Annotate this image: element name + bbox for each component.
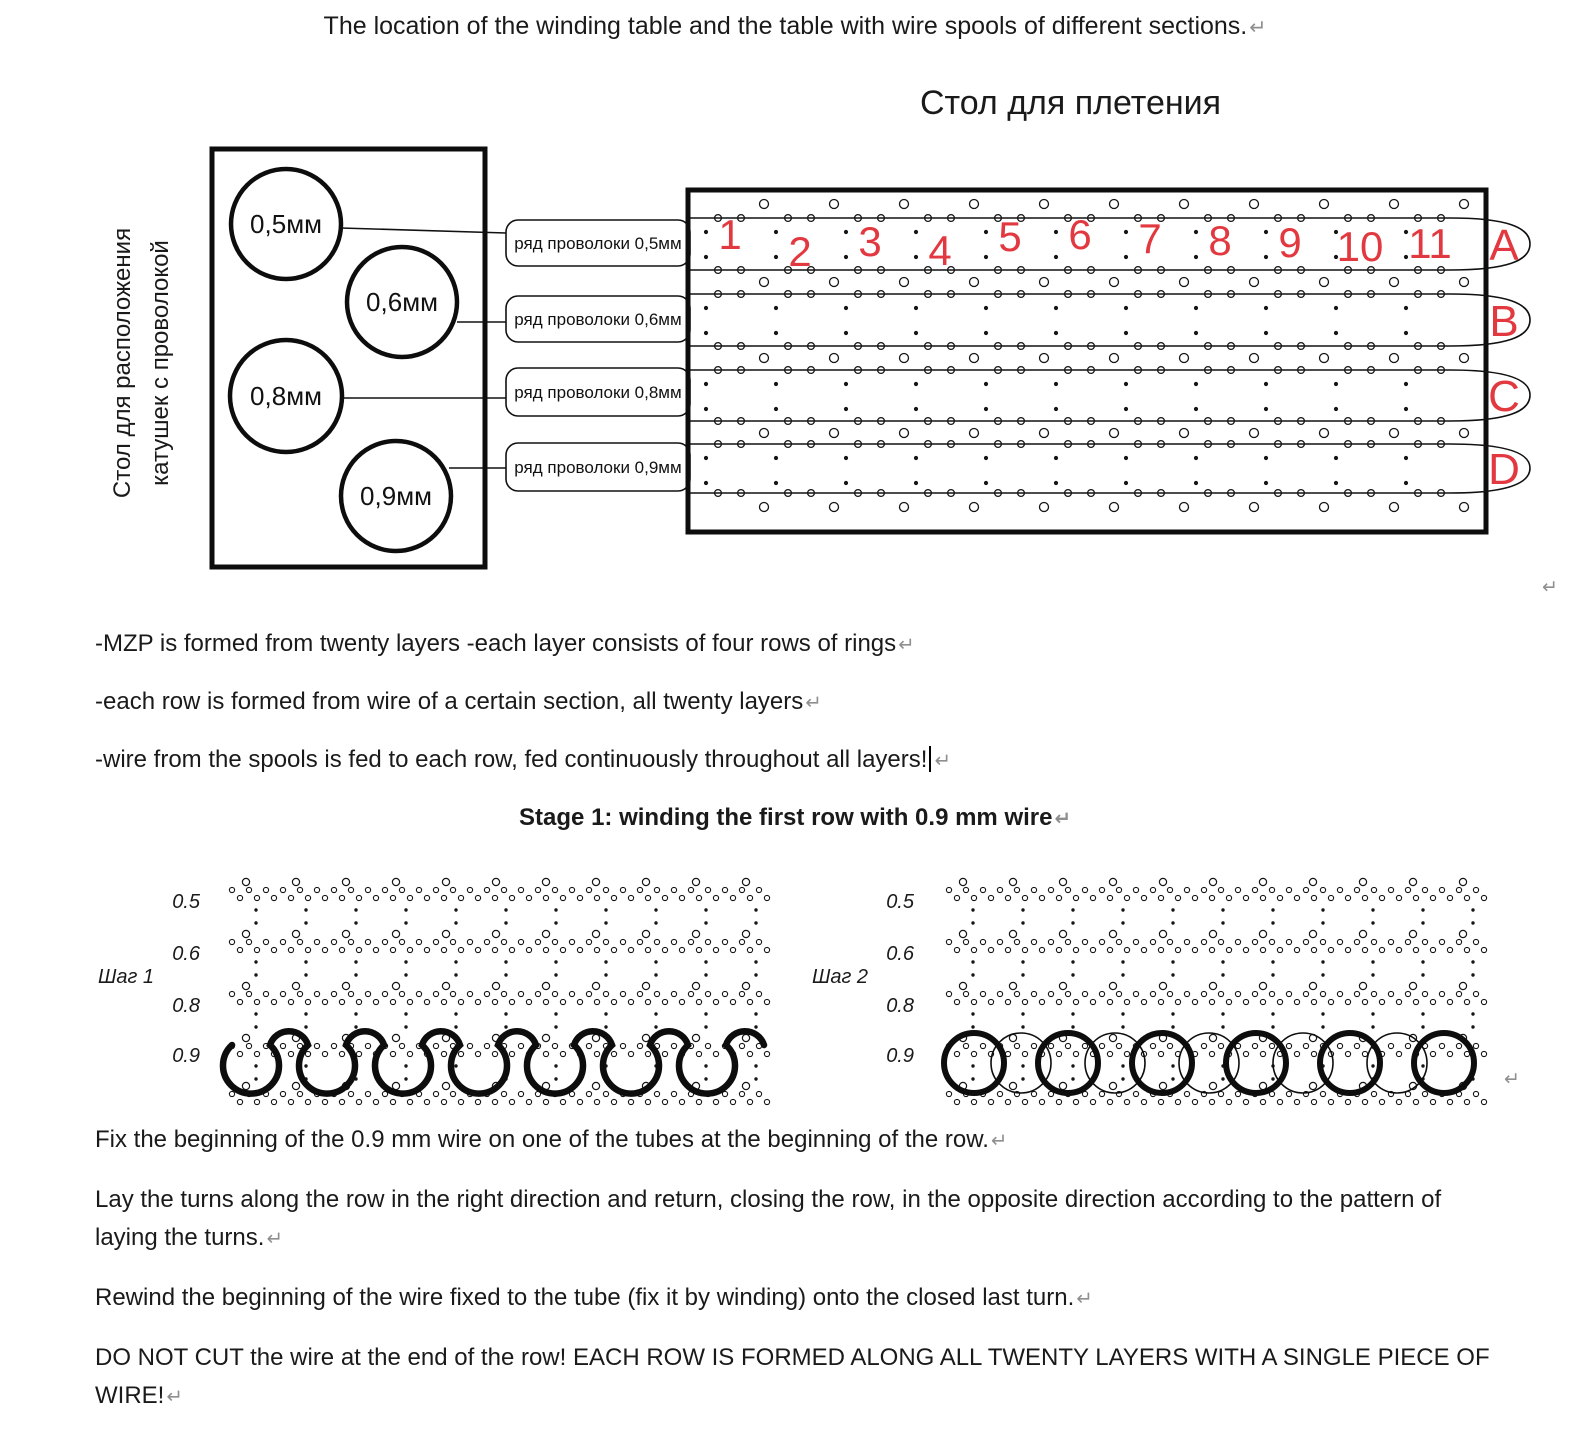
document-title-line xyxy=(0,12,1590,41)
note-line-2 xyxy=(95,688,822,716)
column-number-3: 3 xyxy=(858,218,882,265)
instruction-paragraph-4 xyxy=(95,1339,1497,1416)
column-number-10: 10 xyxy=(1336,223,1384,270)
paragraph-mark-icon: ↵ xyxy=(898,634,915,656)
spool-label-08: 0,8мм xyxy=(250,381,322,411)
row-letter-d: D xyxy=(1488,445,1520,494)
note-text-1: -MZP is formed from twenty layers -each layer consists of four rows of rings xyxy=(95,630,897,657)
column-number-6: 6 xyxy=(1068,211,1092,258)
row-letter-b: B xyxy=(1489,297,1519,346)
paragraph-mark-icon: ↵ xyxy=(166,1386,183,1408)
paragraph-mark-icon: ↵ xyxy=(1076,1288,1093,1310)
spool-label-09: 0,9мм xyxy=(360,481,432,511)
instruction-text-4: DO NOT CUT the wire at the end of the row! EACH ROW IS FORMED ALONG ALL TWENTY LAYERS WITH A SINGLE PIECE OF WIRE! xyxy=(95,1344,1490,1409)
step1-label: Шаг 1 xyxy=(97,966,155,988)
note-line-1 xyxy=(95,630,915,658)
column-number-5: 5 xyxy=(998,213,1022,260)
paragraph-mark-icon: ↵ xyxy=(1504,1069,1520,1090)
callout-label-06: ряд проволоки 0,6мм xyxy=(514,310,682,329)
paragraph-mark-icon: ↵ xyxy=(934,750,951,772)
paragraph-mark-icon: ↵ xyxy=(1542,577,1558,598)
row-letter-a: A xyxy=(1489,221,1519,270)
wire-rings-step2 xyxy=(944,1033,1474,1093)
instruction-paragraph-1 xyxy=(95,1121,1497,1160)
winding-tables-diagram xyxy=(0,80,1590,592)
document-title: The location of the winding table and the table with wire spools of different sections. xyxy=(323,12,1248,40)
instructions-block xyxy=(95,1121,1497,1437)
stage-heading: Stage 1: winding the first row with 0.9 mm wire xyxy=(519,804,1053,831)
spool-table-label-line2: катушек с проволокой xyxy=(147,240,174,486)
wire-size-08-step1: 0.8 xyxy=(172,995,200,1017)
note-text-3: -wire from the spools is fed to each row, fed continuously throughout all layers! xyxy=(95,746,928,773)
note-line-3 xyxy=(95,746,951,774)
winding-steps-diagram xyxy=(0,855,1590,1107)
instruction-text-1: Fix the beginning of the 0.9 mm wire on one of the tubes at the beginning of the row. xyxy=(95,1126,989,1153)
step-peg-dots xyxy=(229,878,1486,1104)
paragraph-mark-icon: ↵ xyxy=(266,1228,283,1250)
row-band-a xyxy=(690,218,1530,270)
spool-label-06: 0,6мм xyxy=(366,287,438,317)
callout-label-05: ряд проволоки 0,5мм xyxy=(514,234,682,253)
wire-size-08-step2: 0.8 xyxy=(886,995,914,1017)
column-number-11: 11 xyxy=(1408,220,1452,267)
paragraph-mark-icon: ↵ xyxy=(1249,16,1267,39)
note-text-2: -each row is formed from wire of a certain section, all twenty layers xyxy=(95,688,804,715)
weaving-table-title: Стол для плетения xyxy=(920,84,1222,122)
wire-size-05-step1: 0.5 xyxy=(172,891,200,913)
wire-size-05-step2: 0.5 xyxy=(886,891,914,913)
column-number-1: 1 xyxy=(718,211,742,258)
row-band-b xyxy=(690,294,1530,346)
wire-size-06-step2: 0.6 xyxy=(886,943,914,965)
row-letter-c: C xyxy=(1488,372,1520,421)
row-band-d xyxy=(690,444,1530,493)
instruction-paragraph-3 xyxy=(95,1279,1497,1318)
wire-size-06-step1: 0.6 xyxy=(172,943,200,965)
callout-label-09: ряд проволоки 0,9мм xyxy=(514,458,682,477)
wire-size-09-step2: 0.9 xyxy=(886,1045,914,1067)
column-number-2: 2 xyxy=(788,228,812,275)
paragraph-mark-icon: ↵ xyxy=(1054,808,1071,830)
column-number-8: 8 xyxy=(1208,217,1232,264)
callout-label-08: ряд проволоки 0,8мм xyxy=(514,383,682,402)
wire-size-09-step1: 0.9 xyxy=(172,1045,200,1067)
paragraph-mark-icon: ↵ xyxy=(805,692,822,714)
spool-table-label-line1: Стол для расположения xyxy=(109,227,136,499)
instruction-text-3: Rewind the beginning of the wire fixed to the tube (fix it by winding) onto the closed last turn. xyxy=(95,1284,1075,1311)
column-number-4: 4 xyxy=(928,227,952,274)
instruction-paragraph-2 xyxy=(95,1181,1497,1258)
step2-label: Шаг 2 xyxy=(811,966,869,988)
row-band-c xyxy=(690,370,1530,421)
column-number-7: 7 xyxy=(1138,215,1162,262)
paragraph-mark-icon: ↵ xyxy=(990,1130,1008,1152)
column-number-9: 9 xyxy=(1278,219,1302,266)
connector-line-05 xyxy=(341,228,506,233)
stage-heading-line xyxy=(0,804,1590,832)
spool-label-05: 0,5мм xyxy=(250,209,322,239)
instruction-text-2: Lay the turns along the row in the right direction and return, closing the row, in the opposite direction according to the pattern of laying the turns. xyxy=(95,1186,1442,1251)
